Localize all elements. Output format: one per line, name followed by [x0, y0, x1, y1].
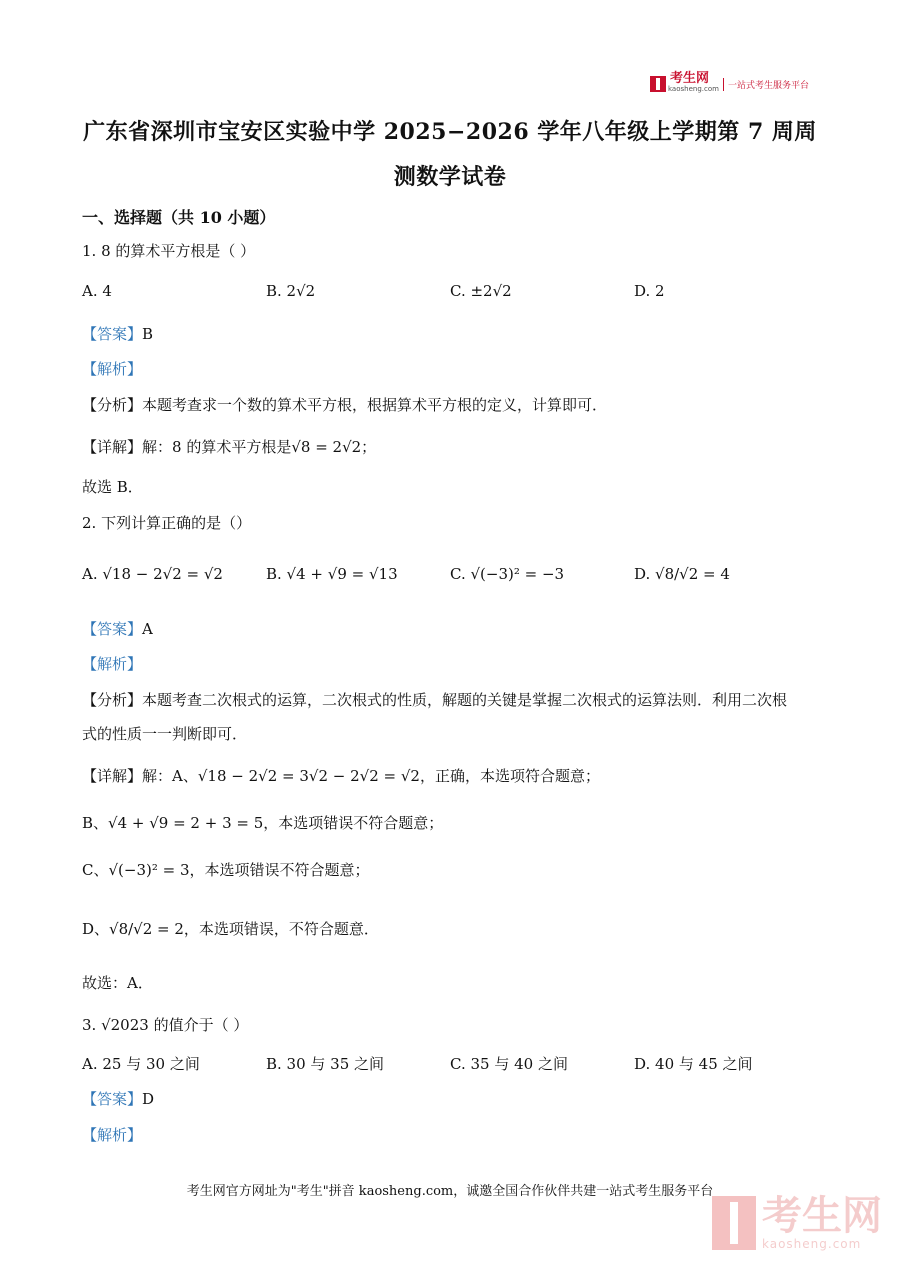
q1-option-a: A. 4	[82, 282, 112, 300]
header-logo	[650, 73, 809, 95]
xiangjie-label: 【详解】	[82, 438, 143, 456]
page-title-line1: 广东省深圳市宝安区实验中学 2025−2026 学年八年级上学期第 7 周周	[83, 119, 817, 145]
q1-option-c: C. ±2√2	[450, 282, 512, 300]
q2-conclusion: 故选：A．	[82, 974, 153, 992]
q3-answer	[82, 1088, 154, 1109]
watermark-logo	[712, 1195, 882, 1251]
q1-stem: 1. 8 的算术平方根是（ ）	[82, 242, 256, 260]
answer-value: A	[142, 620, 153, 638]
fenxi-label: 【分析】	[82, 396, 143, 414]
q2-fenxi-line1	[82, 689, 787, 710]
q1-xiangjie	[82, 436, 376, 457]
answer-label: 【答案】	[82, 620, 143, 638]
logo-domain: kaosheng.com	[668, 85, 719, 93]
q3-option-a: A. 25 与 30 之间	[82, 1055, 200, 1073]
logo-slogan: 一站式考生服务平台	[723, 78, 809, 91]
q3-stem: 3. √2023 的值介于（ ）	[82, 1016, 249, 1034]
q2-option-c: C. √(−3)² = −3	[450, 565, 565, 583]
logo-name: 考生网	[670, 71, 710, 86]
page-title-line2: 测数学试卷	[393, 164, 507, 190]
watermark-name: 考生网	[762, 1193, 882, 1239]
fenxi-text: 本题考查二次根式的运算，二次根式的性质，解题的关键是掌握二次根式的运算法则．利用二次根	[142, 691, 788, 709]
answer-label: 【答案】	[82, 1090, 143, 1108]
answer-value: B	[142, 325, 154, 343]
kaosheng-logo-icon	[650, 76, 666, 92]
q2-option-a: A. √18 − 2√2 = √2	[82, 565, 223, 583]
q2-detail-c: C、√(−3)² = 3，本选项错误不符合题意；	[82, 861, 370, 879]
answer-label: 【答案】	[82, 325, 143, 343]
q1-option-d: D. 2	[634, 282, 665, 300]
q3-analysis-label: 【解析】	[82, 1126, 143, 1144]
q1-answer	[82, 323, 153, 344]
q2-option-b: B. √4 + √9 = √13	[266, 565, 398, 583]
section-heading: 一、选择题（共 10 小题）	[82, 208, 276, 227]
q3-option-d: D. 40 与 45 之间	[634, 1055, 753, 1073]
q2-option-d: D. √8/√2 = 4	[634, 565, 730, 583]
q2-detail-b: B、√4 + √9 = 2 + 3 = 5，本选项错误不符合题意；	[82, 814, 444, 832]
answer-value: D	[142, 1090, 155, 1108]
page-footer: 考生网官方网址为"考生"拼音 kaosheng.com，诚邀全国合作伙伴共建一站式考生服务平台	[186, 1184, 714, 1199]
q1-fenxi	[82, 394, 607, 415]
fenxi-label: 【分析】	[82, 691, 143, 709]
detail-a-text: 解：A、√18 − 2√2 = 3√2 − 2√2 = √2，正确，本选项符合题意；	[142, 767, 600, 785]
q2-fenxi-line2: 式的性质一一判断即可．	[82, 725, 248, 743]
q3-option-c: C. 35 与 40 之间	[450, 1055, 568, 1073]
xiangjie-label: 【详解】	[82, 767, 143, 785]
kaosheng-watermark-icon	[712, 1196, 756, 1250]
q1-conclusion: 故选 B．	[82, 478, 143, 496]
q3-option-b: B. 30 与 35 之间	[266, 1055, 385, 1073]
xiangjie-text: 解：8 的算术平方根是√8 = 2√2；	[142, 438, 377, 456]
q2-analysis-label: 【解析】	[82, 655, 143, 673]
fenxi-text: 本题考查求一个数的算术平方根，根据算术平方根的定义，计算即可．	[142, 396, 608, 414]
watermark-domain: kaosheng.com	[762, 1237, 862, 1251]
q2-detail-a	[82, 765, 600, 786]
q1-analysis-label: 【解析】	[82, 360, 143, 378]
q1-option-b: B. 2√2	[266, 282, 316, 300]
q2-answer	[82, 618, 153, 639]
q2-detail-d: D、√8/√2 = 2，本选项错误，不符合题意．	[82, 920, 379, 938]
q2-stem: 2. 下列计算正确的是（）	[82, 514, 252, 532]
